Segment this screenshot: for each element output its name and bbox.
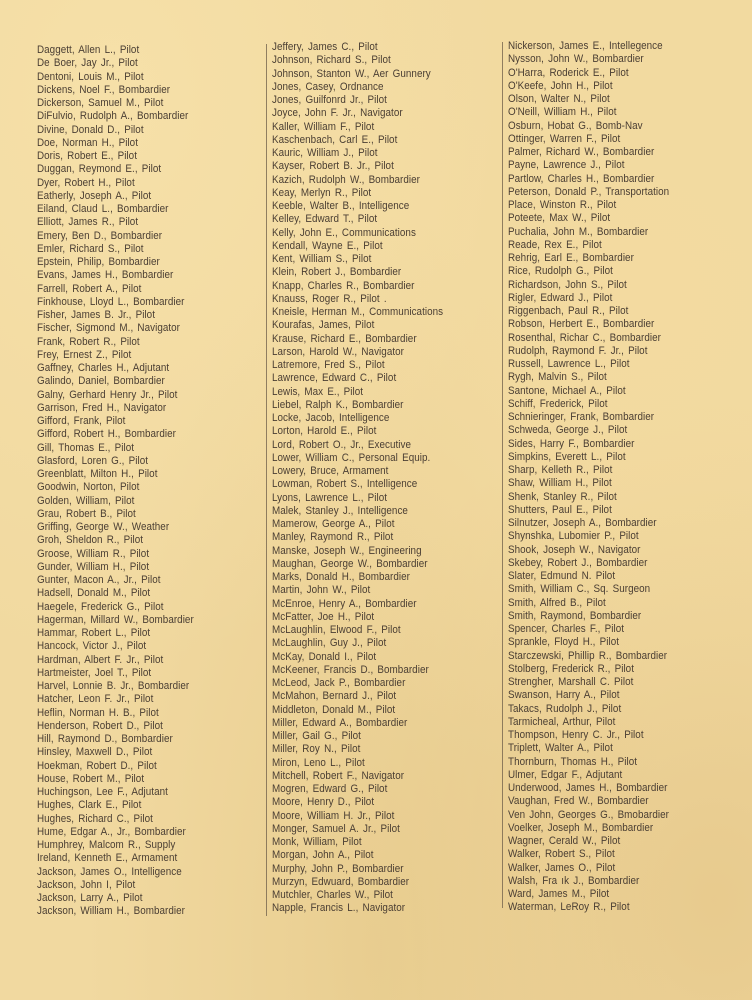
roster-entry: Mitchell, Robert F., Navigator [272, 769, 405, 782]
roster-entry: Hume, Edgar A., Jr., Bombardier [37, 825, 186, 838]
roster-entry: Shutters, Paul E., Pilot [508, 503, 612, 516]
roster-entry: Jackson, Larry A., Pilot [37, 892, 143, 904]
roster-entry: Place, Winston R., Pilot [508, 199, 617, 211]
roster-entry: Malek, Stanley J., Intelligence [272, 504, 408, 517]
roster-entry: Manley, Raymond R., Pilot [272, 531, 394, 544]
roster-entry: Tarmicheal, Arthur, Pilot [508, 715, 616, 728]
roster-entry: Johnson, Richard S., Pilot [272, 54, 391, 67]
roster-entry: Jackson, James O., Intelligence [37, 865, 182, 878]
roster-entry: Rygh, Malvin S., Pilot [508, 371, 607, 384]
roster-entry: Jones, Guilfonrd Jr., Pilot [272, 94, 387, 106]
roster-entry: Smith, Raymond, Bombardier [508, 609, 642, 622]
roster-entry: Riggenbach, Paul R., Pilot [508, 305, 629, 317]
roster-entry: Thompson, Henry C. Jr., Pilot [508, 729, 644, 741]
roster-entry: Johnson, Stanton W., Aer Gunnery [272, 67, 431, 80]
roster-entry: Lowery, Bruce, Armament [272, 465, 389, 477]
roster-entry: Thornburn, Thomas H., Pilot [508, 755, 638, 768]
roster-entry: Strengher, Marshall C. Pilot [508, 676, 634, 688]
roster-entry: Huchingson, Lee F., Adjutant [37, 786, 168, 798]
roster-entry: Lewis, Max E., Pilot [272, 385, 364, 398]
roster-entry: Poteete, Max W., Pilot [508, 212, 611, 225]
roster-entry: Fisher, James B. Jr., Pilot [37, 309, 155, 321]
roster-entry: Rigler, Edward J., Pilot [508, 291, 613, 304]
roster-entry: Emery, Ben D., Bombardier [37, 229, 163, 242]
roster-entry: Hughes, Clark E., Pilot [37, 799, 142, 812]
roster-entry: Rosenthal, Richar C., Bombardier [508, 331, 661, 344]
roster-entry: McKeener, Francis D., Bombardier [272, 663, 429, 676]
roster-entry: Keay, Merlyn R., Pilot [272, 186, 372, 199]
roster-entry: Lorton, Harold E., Pilot [272, 425, 377, 438]
roster-entry: Ulmer, Edgar F., Adjutant [508, 768, 623, 781]
roster-entry: Frey, Ernest Z., Pilot [37, 348, 132, 361]
roster-entry: Knauss, Roger R., Pilot . [272, 292, 387, 305]
roster-entry: Schweda, George J., Pilot [508, 424, 628, 437]
roster-entry: Duggan, Reymond E., Pilot [37, 163, 162, 176]
roster-entry: Gill, Thomas E., Pilot [37, 441, 135, 454]
column-divider [502, 42, 503, 908]
roster-entry: Emler, Richard S., Pilot [37, 242, 144, 255]
roster-entry: Larson, Harold W., Navigator [272, 345, 404, 358]
roster-entry: Epstein, Philip, Bombardier [37, 256, 160, 268]
roster-entry: Walker, James O., Pilot [508, 861, 616, 874]
roster-entry: Payne, Lawrence J., Pilot [508, 159, 625, 172]
roster-column-3 [508, 40, 669, 915]
roster-entry: Murphy, John P., Bombardier [272, 862, 404, 875]
roster-entry: McMahon, Bernard J., Pilot [272, 690, 397, 703]
roster-entry: Hadsell, Donald M., Pilot [37, 587, 151, 600]
roster-entry: Latremore, Fred S., Pilot [272, 359, 385, 371]
roster-entry: Grau, Robert B., Pilot [37, 507, 136, 520]
roster-entry: McLaughlin, Elwood F., Pilot [272, 624, 401, 636]
roster-entry: Goodwin, Norton, Pilot [37, 481, 140, 494]
roster-entry: Maughan, George W., Bombardier [272, 557, 428, 570]
roster-entry: Santone, Michael A., Pilot [508, 384, 626, 397]
roster-entry: Morgan, John A., Pilot [272, 849, 374, 862]
roster-entry: Liebel, Ralph K., Bombardier [272, 398, 404, 411]
roster-entry: Ward, James M., Pilot [508, 888, 610, 900]
roster-entry: O'Neill, William H., Pilot [508, 106, 617, 119]
roster-entry: Sharp, Kelleth R., Pilot [508, 464, 613, 476]
roster-entry: Groose, William R., Pilot [37, 547, 150, 560]
roster-entry: Garrison, Fred H., Navigator [37, 401, 167, 414]
roster-entry: Mutchler, Charles W., Pilot [272, 889, 393, 901]
roster-entry: Hatcher, Leon F. Jr., Pilot [37, 693, 154, 706]
roster-entry: Kaschenbach, Carl E., Pilot [272, 133, 398, 146]
roster-entry: Ven John, Georges G., Bmobardier [508, 808, 669, 821]
roster-entry: Monger, Samuel A. Jr., Pilot [272, 822, 400, 835]
roster-entry: Galny, Gerhard Henry Jr., Pilot [37, 388, 178, 401]
roster-entry: Hill, Raymond D., Bombardier [37, 733, 173, 745]
roster-entry: Kourafas, James, Pilot [272, 319, 375, 332]
roster-entry: Mamerow, George A., Pilot [272, 518, 395, 530]
roster-entry: Napple, Francis L., Navigator [272, 902, 406, 915]
roster-entry: Schiff, Frederick, Pilot [508, 397, 608, 410]
roster-entry: Manske, Joseph W., Engineering [272, 544, 422, 557]
roster-entry: Fischer, Sigmond M., Navigator [37, 322, 181, 335]
roster-entry: Locke, Jacob, Intelligence [272, 412, 390, 424]
roster-entry: Divine, Donald D., Pilot [37, 123, 144, 136]
roster-entry: Heflin, Norman H. B., Pilot [37, 706, 159, 719]
roster-entry: Moore, William H. Jr., Pilot [272, 809, 395, 822]
roster-entry: Peterson, Donald P., Transportation [508, 185, 670, 198]
roster-entry: Mogren, Edward G., Pilot [272, 783, 388, 795]
roster-entry: De Boer, Jay Jr., Pilot [37, 57, 138, 70]
roster-entry: Hartmeister, Joel T., Pilot [37, 666, 152, 679]
roster-entry: Smith, Alfred B., Pilot [508, 596, 606, 609]
roster-entry: Walsh, Fra ık J., Bombardier [508, 874, 640, 887]
roster-entry: Evans, James H., Bombardier [37, 269, 174, 282]
roster-entry: Henderson, Robert D., Pilot [37, 719, 163, 732]
roster-entry: Swanson, Harry A., Pilot [508, 689, 620, 702]
roster-entry: Farrell, Robert A., Pilot [37, 282, 142, 295]
roster-entry: Nickerson, James E., Intellegence [508, 40, 663, 52]
roster-entry: Murzyn, Edwuard, Bombardier [272, 875, 410, 888]
column-divider [266, 44, 267, 916]
roster-entry: Haegele, Frederick G., Pilot [37, 600, 164, 613]
roster-entry: Kazich, Rudolph W., Bombardier [272, 173, 420, 186]
roster-entry: Lower, William C., Personal Equip. [272, 451, 431, 464]
roster-entry: Silnutzer, Joseph A., Bombardier [508, 517, 657, 529]
roster-entry: Kneisle, Herman M., Communications [272, 306, 444, 318]
roster-entry: Kayser, Robert B. Jr., Pilot [272, 160, 394, 173]
roster-entry: Krause, Richard E., Bombardier [272, 332, 417, 345]
roster-entry: Jones, Casey, Ordnance [272, 80, 384, 93]
roster-entry: Schnieringer, Frank, Bombardier [508, 411, 655, 423]
roster-entry: Monk, William, Pilot [272, 836, 362, 848]
roster-entry: Russell, Lawrence L., Pilot [508, 358, 630, 370]
roster-entry: Hughes, Richard C., Pilot [37, 812, 153, 825]
roster-entry: Dickens, Noel F., Bombardier [37, 83, 171, 96]
roster-entry: Gifford, Frank, Pilot [37, 415, 126, 427]
roster-entry: DiFulvio, Rudolph A., Bombardier [37, 110, 189, 123]
roster-entry: Gaffney, Charles H., Adjutant [37, 362, 170, 374]
roster-entry: Finkhouse, Lloyd L., Bombardier [37, 295, 185, 308]
roster-entry: Kelly, John E., Communications [272, 226, 416, 239]
roster-entry: Shook, Joseph W., Navigator [508, 543, 641, 556]
roster-entry: Sides, Harry F., Bombardier [508, 437, 635, 450]
roster-entry: Hancock, Victor J., Pilot [37, 640, 147, 653]
roster-entry: Shynshka, Lubomier P., Pilot [508, 530, 639, 543]
roster-entry: Robson, Herbert E., Bombardier [508, 318, 655, 331]
roster-entry: Miller, Edward A., Bombardier [272, 716, 408, 729]
roster-entry: Greenblatt, Milton H., Pilot [37, 468, 158, 480]
roster-entry: Griffing, George W., Weather [37, 521, 170, 533]
roster-entry: Kelley, Edward T., Pilot [272, 213, 378, 226]
roster-entry: Eiland, Claud L., Bombardier [37, 203, 169, 215]
roster-entry: Frank, Robert R., Pilot [37, 335, 140, 348]
roster-entry: Hammar, Robert L., Pilot [37, 627, 151, 639]
roster-entry: Hardman, Albert F. Jr., Pilot [37, 653, 164, 666]
roster-entry: Palmer, Richard W., Bombardier [508, 146, 655, 158]
roster-entry: Takacs, Rudolph J., Pilot [508, 702, 622, 715]
roster-entry: Starczewski, Phillip R., Bombardier [508, 649, 668, 662]
roster-entry: Rehrig, Earl E., Bombardier [508, 252, 634, 264]
roster-entry: Galindo, Daniel, Bombardier [37, 375, 165, 388]
roster-entry: O'Keefe, John H., Pilot [508, 79, 613, 92]
roster-entry: McFatter, Joe H., Pilot [272, 610, 375, 623]
roster-entry: Marks, Donald H., Bombardier [272, 571, 411, 583]
roster-entry: Walker, Robert S., Pilot [508, 848, 615, 861]
roster-entry: Miron, Leno L., Pilot [272, 756, 365, 769]
roster-entry: McEnroe, Henry A., Bombardier [272, 597, 417, 610]
roster-entry: Olson, Walter N., Pilot [508, 93, 610, 105]
roster-entry: Groh, Sheldon R., Pilot [37, 534, 144, 547]
roster-entry: Kauric, William J., Pilot [272, 147, 378, 159]
roster-entry: Osburn, Hobat G., Bomb-Nav [508, 119, 643, 132]
roster-entry: Moore, Henry D., Pilot [272, 796, 375, 809]
roster-entry: Keeble, Walter B., Intelligence [272, 200, 410, 212]
roster-entry: Lowman, Robert S., Intelligence [272, 478, 418, 491]
roster-entry: Triplett, Walter A., Pilot [508, 742, 613, 755]
roster-entry: Smith, William C., Sq. Surgeon [508, 583, 651, 596]
roster-entry: Klein, Robert J., Bombardier [272, 266, 402, 279]
roster-entry: Kaller, William F., Pilot [272, 120, 375, 133]
roster-entry: Miller, Roy N., Pilot [272, 743, 361, 756]
roster-entry: Rice, Rudolph G., Pilot [508, 265, 613, 278]
roster-entry: Dickerson, Samuel M., Pilot [37, 97, 164, 109]
roster-entry: McLaughlin, Guy J., Pilot [272, 637, 387, 650]
roster-entry: Waterman, LeRoy R., Pilot [508, 901, 630, 914]
roster-entry: Spencer, Charles F., Pilot [508, 623, 625, 635]
roster-entry: Gunder, William H., Pilot [37, 560, 150, 573]
roster-entry: Ireland, Kenneth E., Armament [37, 852, 178, 865]
roster-entry: Rudolph, Raymond F. Jr., Pilot [508, 344, 648, 357]
roster-entry: Daggett, Allen L., Pilot [37, 44, 140, 56]
roster-entry: House, Robert M., Pilot [37, 772, 145, 785]
roster-entry: Sprankle, Floyd H., Pilot [508, 636, 620, 649]
roster-entry: Dyer, Robert H., Pilot [37, 176, 135, 189]
roster-entry: Glasford, Loren G., Pilot [37, 454, 149, 467]
roster-entry: Simpkins, Everett L., Pilot [508, 450, 626, 463]
roster-entry: Dentoni, Louis M., Pilot [37, 70, 144, 83]
roster-entry: Doe, Norman H., Pilot [37, 136, 138, 149]
roster-entry: McLeod, Jack P., Bombardier [272, 677, 406, 689]
roster-entry: Puchalia, John M., Bombardier [508, 225, 649, 238]
roster-entry: Voelker, Joseph M., Bombardier [508, 821, 654, 834]
roster-entry: Nysson, John W., Bombardier [508, 53, 644, 66]
roster-entry: Kendall, Wayne E., Pilot [272, 239, 383, 252]
roster-entry: Richardson, John S., Pilot [508, 278, 627, 291]
roster-entry: Hagerman, Millard W., Bombardier [37, 613, 194, 626]
roster-column-2 [272, 41, 443, 916]
roster-entry: Kent, William S., Pilot [272, 253, 372, 265]
roster-entry: Jackson, John I, Pilot [37, 878, 136, 891]
roster-entry: Slater, Edmund N. Pilot [508, 570, 616, 582]
roster-entry: Gunter, Macon A., Jr., Pilot [37, 574, 161, 586]
roster-entry: Partlow, Charles H., Bombardier [508, 172, 655, 185]
roster-entry: Humphrey, Malcom R., Supply [37, 839, 176, 851]
roster-entry: O'Harra, Roderick E., Pilot [508, 66, 629, 79]
roster-entry: Hinsley, Maxwell D., Pilot [37, 746, 153, 759]
roster-entry: Knapp, Charles R., Bombardier [272, 279, 415, 292]
roster-entry: Lawrence, Edward C., Pilot [272, 372, 397, 385]
roster-entry: Golden, William, Pilot [37, 494, 135, 507]
roster-entry: Hoekman, Robert D., Pilot [37, 759, 157, 772]
roster-entry: Gifford, Robert H., Bombardier [37, 428, 177, 441]
roster-entry: Martin, John W., Pilot [272, 584, 371, 597]
roster-entry: Skebey, Robert J., Bombardier [508, 556, 648, 569]
roster-entry: Shaw, William H., Pilot [508, 477, 612, 490]
roster-entry: Vaughan, Fred W., Bombardier [508, 795, 649, 808]
roster-entry: Reade, Rex E., Pilot [508, 238, 602, 251]
roster-entry: Stolberg, Frederick R., Pilot [508, 662, 635, 675]
roster-entry: Doris, Robert E., Pilot [37, 150, 137, 162]
roster-entry: Jackson, William H., Bombardier [37, 905, 185, 918]
roster-entry: Jeffery, James C., Pilot [272, 41, 378, 53]
roster-entry: Middleton, Donald M., Pilot [272, 703, 396, 716]
roster-entry: Lyons, Lawrence L., Pilot [272, 491, 388, 504]
roster-entry: Ottinger, Warren F., Pilot [508, 132, 621, 145]
roster-entry: Lord, Robert O., Jr., Executive [272, 438, 411, 451]
roster-entry: Eatherly, Joseph A., Pilot [37, 189, 152, 202]
roster-entry: Wagner, Cerald W., Pilot [508, 835, 621, 847]
roster-entry: Shenk, Stanley R., Pilot [508, 490, 617, 503]
roster-entry: McKay, Donald I., Pilot [272, 650, 377, 663]
roster-column-1 [37, 44, 194, 919]
roster-entry: Underwood, James H., Bombardier [508, 782, 668, 794]
roster-entry: Miller, Gail G., Pilot [272, 730, 361, 742]
roster-entry: Harvel, Lonnie B. Jr., Bombardier [37, 680, 190, 692]
roster-entry: Elliott, James R., Pilot [37, 216, 139, 229]
roster-entry: Joyce, John F. Jr., Navigator [272, 107, 403, 120]
